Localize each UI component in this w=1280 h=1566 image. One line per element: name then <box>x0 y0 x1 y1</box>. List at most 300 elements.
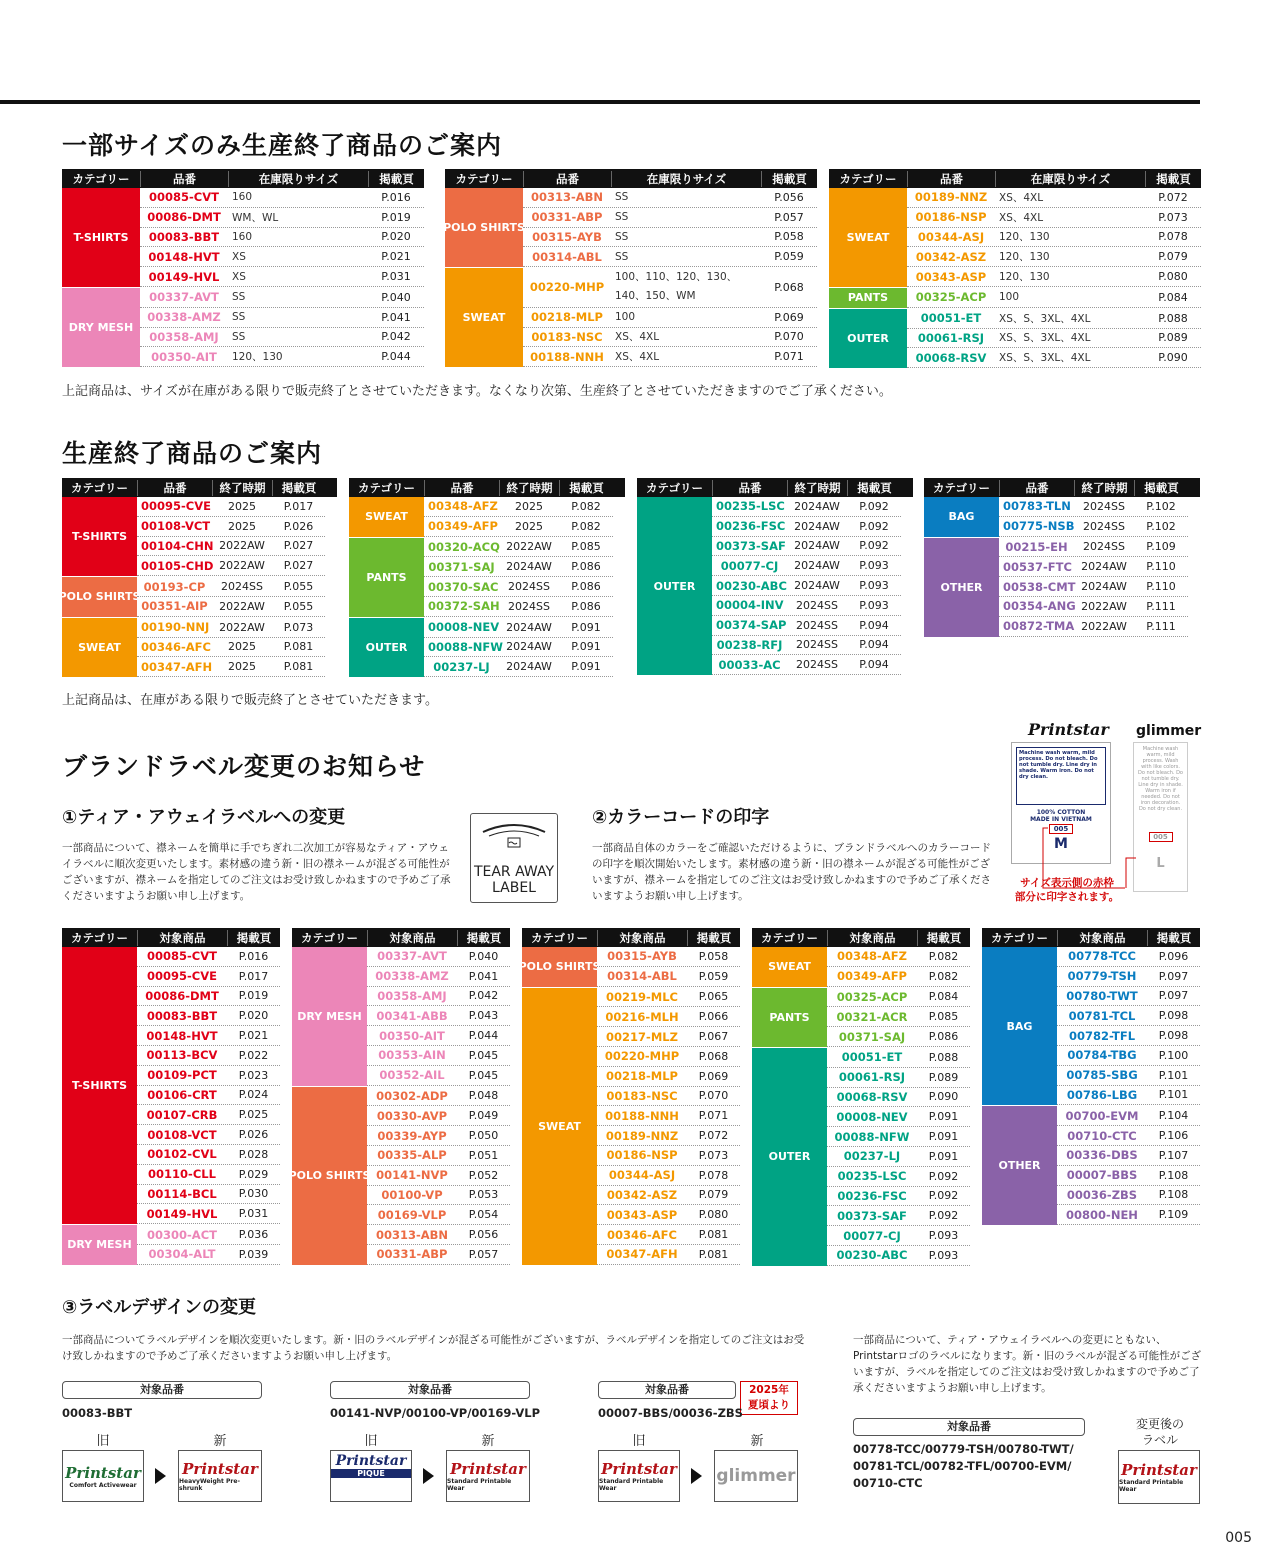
category-group <box>924 538 1200 638</box>
page-ref: P.092 <box>928 1189 959 1203</box>
arrow-icon <box>423 1468 434 1484</box>
column-header: 終了時期 <box>499 480 559 496</box>
product-code: 00373-SAF <box>837 1208 907 1223</box>
table-row <box>907 348 1201 368</box>
category-label: OTHER <box>924 538 999 637</box>
new-label-3: 新 <box>750 1434 764 1449</box>
table-row <box>999 577 1188 597</box>
end-period: 2024SS <box>1083 499 1125 513</box>
page-ref: P.091 <box>928 1130 959 1144</box>
page-ref: P.090 <box>928 1090 959 1104</box>
page-ref: P.057 <box>774 210 804 224</box>
glimmer-care-text: Machine wash warm, mild process. Wash with like colors. Do not bleach. Do not tumble dry. Line dry in shade. Warm iron if needed. Do not iron decoration. Do not dry clean. <box>1138 746 1183 812</box>
size-info: 120、130 <box>999 271 1050 284</box>
product-code: 00348-AFZ <box>837 949 907 964</box>
table-row <box>523 328 817 348</box>
table-header <box>752 928 970 947</box>
page-ref: P.030 <box>238 1187 269 1201</box>
page-ref: P.097 <box>1158 989 1189 1003</box>
product-code: 00337-AVT <box>377 949 447 964</box>
table-header <box>62 478 337 497</box>
product-code: 00085-CVT <box>149 190 219 205</box>
category-label: SWEAT <box>752 947 827 987</box>
size-info: SS <box>232 311 246 324</box>
table-row <box>1057 1066 1200 1086</box>
page-ref: P.085 <box>571 540 601 554</box>
after-logo <box>1118 1450 1200 1504</box>
page-ref: P.045 <box>468 1068 499 1082</box>
product-code: 00169-VLP <box>377 1207 447 1222</box>
printstar-logo-small: Printstar <box>1028 720 1109 739</box>
product-code: 00313-ABN <box>530 190 604 205</box>
category-group <box>982 1106 1200 1226</box>
page-ref: P.045 <box>468 1048 499 1062</box>
product-code: 00114-BCL <box>147 1186 217 1201</box>
table-row <box>367 1046 510 1066</box>
table-header <box>445 169 817 188</box>
page-ref: P.096 <box>1158 949 1189 963</box>
sub2-title: ②カラーコードの印字 <box>592 807 770 828</box>
product-code: 00186-NSP <box>915 210 987 225</box>
page-ref: P.080 <box>1158 270 1188 284</box>
table-row <box>712 636 901 656</box>
table-row <box>597 1047 740 1067</box>
table-row <box>367 1245 510 1265</box>
page-ref: P.091 <box>571 620 601 634</box>
page-ref: P.048 <box>468 1089 499 1103</box>
column-header: カテゴリー <box>932 480 991 495</box>
page-ref: P.081 <box>698 1228 729 1242</box>
table-row <box>137 1125 280 1145</box>
end-period: 2024AW <box>506 620 552 634</box>
table-row <box>597 1205 740 1225</box>
size-info: 100 <box>615 311 636 324</box>
column-header: 掲載頁 <box>368 171 424 187</box>
table-row <box>367 1006 510 1026</box>
page-ref: P.111 <box>1146 619 1176 633</box>
old-logo-3 <box>598 1450 680 1502</box>
product-code: 00346-AFC <box>607 1227 677 1242</box>
page-ref: P.086 <box>928 1030 959 1044</box>
category-label: POLO SHIRTS <box>62 577 137 617</box>
target-codes-3: 00007-BBS/00036-ZBS <box>598 1406 743 1420</box>
table-row <box>1057 1186 1200 1206</box>
section2-table-4 <box>924 478 1200 638</box>
page-ref: P.082 <box>571 519 601 533</box>
product-code: 00348-AFZ <box>428 499 498 514</box>
rows <box>1057 1106 1200 1225</box>
glimmer-logo-small: glimmer <box>1136 723 1202 739</box>
end-period: 2025 <box>515 519 543 533</box>
product-code: 00315-AYB <box>532 229 602 244</box>
end-period: 2025 <box>228 519 256 533</box>
rows <box>367 1087 510 1265</box>
size-info: XS <box>232 250 246 263</box>
end-period: 2024AW <box>794 519 840 533</box>
page-ref: P.054 <box>468 1208 499 1222</box>
table-row <box>424 597 613 617</box>
table-row <box>137 537 325 557</box>
category-group <box>349 538 625 618</box>
table-row <box>367 987 510 1007</box>
column-header: 掲載頁 <box>687 930 740 946</box>
table-row <box>140 267 424 287</box>
column-header: 掲載頁 <box>761 171 817 187</box>
size-l: L <box>1156 856 1165 871</box>
table-row <box>597 1087 740 1107</box>
new-label-2: 新 <box>481 1434 495 1449</box>
page-ref: P.019 <box>238 989 269 1003</box>
new-logo-1-tag: HeavyWeight Pre-shrunk <box>179 1478 240 1492</box>
section3-table-2 <box>288 928 510 1266</box>
table-row <box>1057 947 1200 967</box>
category-group <box>445 188 817 268</box>
table-row <box>907 247 1201 267</box>
product-code: 00325-ACP <box>836 989 908 1004</box>
table-row <box>1057 1126 1200 1146</box>
end-period: 2022AW <box>219 539 265 553</box>
table-row <box>907 329 1201 349</box>
right-codes-l1: 00778-TCC/00779-TSH/00780-TWT/ <box>853 1442 1074 1456</box>
column-header: カテゴリー <box>760 930 819 945</box>
page-ref: P.069 <box>774 310 804 324</box>
product-code: 00108-VCT <box>147 1127 217 1142</box>
product-code: 00358-AMJ <box>377 988 447 1003</box>
product-code: 00086-DMT <box>147 210 221 225</box>
tear-away-text-l1: TEAR AWAY <box>473 864 555 880</box>
column-header: 掲載頁 <box>1147 930 1200 946</box>
page-ref: P.091 <box>928 1149 959 1163</box>
category-group <box>62 618 337 678</box>
page-ref: P.071 <box>698 1109 729 1123</box>
size-info: 160 <box>232 191 253 204</box>
table-row <box>1057 1106 1200 1126</box>
page-ref: P.093 <box>859 598 889 612</box>
product-code: 00338-AMZ <box>375 969 449 984</box>
size-info: 160 <box>232 230 253 243</box>
product-code: 00354-ANG <box>1003 599 1076 614</box>
table-row <box>137 1185 280 1205</box>
page-ref: P.093 <box>859 579 889 593</box>
product-code: 00148-HVT <box>148 249 220 264</box>
product-code: 00237-LJ <box>433 659 490 674</box>
page-ref: P.092 <box>859 519 889 533</box>
category-label: PANTS <box>829 288 907 308</box>
column-header: 品番 <box>137 480 212 496</box>
table-row <box>424 557 613 577</box>
product-code: 00300-ACT <box>147 1227 217 1242</box>
product-code: 00190-NNJ <box>141 620 210 635</box>
category-group <box>349 618 625 678</box>
product-code: 00077-CJ <box>720 558 779 573</box>
cotton-text: 100% COTTON <box>1036 809 1086 816</box>
table-row <box>999 557 1188 577</box>
product-code: 00061-RSJ <box>838 1070 906 1085</box>
size-info: XS、S、3XL、4XL <box>999 332 1091 345</box>
new-logo-2 <box>446 1450 530 1502</box>
product-code: 00349-AFP <box>837 969 907 984</box>
product-code: 00235-LSC <box>716 499 785 514</box>
table-row <box>597 1186 740 1206</box>
table-row <box>140 308 424 328</box>
product-code: 00350-AIT <box>379 1028 445 1043</box>
product-code: 00051-ET <box>920 311 982 326</box>
product-code: 00236-FSC <box>716 519 786 534</box>
product-code: 00710-CTC <box>1067 1128 1137 1143</box>
table-row <box>712 556 901 576</box>
end-period: 2022AW <box>219 599 265 613</box>
label-note-l1: サイズ表示側の赤枠 <box>1020 877 1114 889</box>
product-code: 00068-RSV <box>915 350 987 365</box>
rows <box>424 497 613 537</box>
page-ref: P.098 <box>1158 1009 1189 1023</box>
product-code: 00783-TLN <box>1003 499 1071 514</box>
column-header: 対象商品 <box>827 930 917 946</box>
after-label <box>1120 1416 1200 1448</box>
category-label: PANTS <box>349 538 424 617</box>
category-label: OUTER <box>829 309 907 368</box>
table-row <box>907 228 1201 248</box>
table-row <box>367 1066 510 1086</box>
page-ref: P.089 <box>928 1070 959 1084</box>
page-ref: P.079 <box>1158 250 1188 264</box>
page-ref: P.028 <box>238 1147 269 1161</box>
category-label: OTHER <box>982 1106 1057 1225</box>
product-code: 00325-ACP <box>915 290 987 305</box>
page-ref: P.086 <box>571 580 601 594</box>
category-group <box>924 497 1200 538</box>
category-label: SWEAT <box>829 188 907 287</box>
end-period: 2022AW <box>1081 599 1127 613</box>
table-row <box>827 1167 970 1187</box>
table-row <box>999 497 1188 517</box>
table-header <box>62 928 280 947</box>
table-row <box>140 328 424 348</box>
column-header: カテゴリー <box>990 930 1049 945</box>
category-label: POLO SHIRTS <box>292 1087 367 1265</box>
column-header: カテゴリー <box>70 930 129 945</box>
page-ref: P.093 <box>928 1229 959 1243</box>
rows <box>597 947 740 987</box>
new-logo-2-script: Printstar <box>450 1460 526 1478</box>
table-row <box>999 617 1188 637</box>
table-row <box>827 1187 970 1207</box>
category-group <box>752 1048 970 1267</box>
category-label: SWEAT <box>522 988 597 1265</box>
table-row <box>999 597 1188 617</box>
table-row <box>137 1066 280 1086</box>
rows <box>907 188 1201 287</box>
category-group <box>349 497 625 538</box>
page-ref: P.093 <box>859 559 889 573</box>
section3-table-5 <box>982 928 1200 1226</box>
table-row <box>137 597 325 617</box>
table-row <box>424 638 613 658</box>
product-code: 00189-NNZ <box>605 1128 679 1143</box>
end-period: 2022AW <box>1081 619 1127 633</box>
page-ref: P.098 <box>1158 1029 1189 1043</box>
product-code: 00370-SAC <box>428 579 499 594</box>
table-row <box>140 228 424 248</box>
table-row <box>712 537 901 557</box>
section3-table-4 <box>752 928 970 1267</box>
rows <box>424 618 613 677</box>
page-ref: P.044 <box>381 350 411 364</box>
product-code: 00302-ADP <box>376 1088 448 1103</box>
category-group <box>829 188 1201 288</box>
table-row <box>523 208 817 228</box>
rows <box>140 288 424 367</box>
page-ref: P.073 <box>283 620 314 634</box>
product-code: 00033-AC <box>718 657 781 672</box>
table-row <box>712 655 901 675</box>
category-label: PANTS <box>752 988 827 1047</box>
rows <box>827 988 970 1047</box>
product-code: 00086-DMT <box>145 988 219 1003</box>
page-ref: P.051 <box>468 1148 499 1162</box>
category-label: BAG <box>982 947 1057 1105</box>
page-ref: P.080 <box>698 1208 729 1222</box>
table-row <box>137 577 325 597</box>
rows <box>827 947 970 987</box>
page-ref: P.027 <box>283 539 314 553</box>
product-code: 00236-FSC <box>837 1188 907 1203</box>
table-row <box>1057 1046 1200 1066</box>
page-ref: P.109 <box>1146 540 1176 554</box>
table-row <box>1057 1026 1200 1046</box>
category-label: SWEAT <box>349 497 424 537</box>
page-ref: P.078 <box>698 1168 729 1182</box>
table-row <box>597 1027 740 1047</box>
product-code: 00189-NNZ <box>914 190 988 205</box>
end-period: 2024AW <box>794 539 840 553</box>
table-header <box>522 928 740 947</box>
size-info: XS、S、3XL、4XL <box>999 312 1091 325</box>
product-code: 00358-AMJ <box>149 329 219 344</box>
table-row <box>523 347 817 367</box>
rows <box>137 618 325 677</box>
table-row <box>597 1225 740 1245</box>
table-row <box>712 576 901 596</box>
page-ref: P.057 <box>468 1247 499 1261</box>
page-ref: P.079 <box>698 1188 729 1202</box>
size-info: XS、S、3XL、4XL <box>999 352 1091 365</box>
product-code: 00217-MLZ <box>606 1029 678 1044</box>
page-ref: P.088 <box>928 1050 959 1064</box>
rows <box>597 988 740 1265</box>
column-header: 掲載頁 <box>1145 171 1201 187</box>
page-ref: P.026 <box>238 1128 269 1142</box>
table-row <box>827 1226 970 1246</box>
page-ref: P.026 <box>283 519 314 533</box>
page-ref: P.111 <box>1146 599 1176 613</box>
table-row <box>137 1046 280 1066</box>
table-row <box>367 1166 510 1186</box>
table-row <box>137 1245 280 1265</box>
page-ref: P.070 <box>774 330 804 344</box>
old-logo-1-script: Printstar <box>65 1463 141 1482</box>
table-row <box>1057 987 1200 1007</box>
rows <box>424 538 613 617</box>
column-header: カテゴリー <box>357 480 416 495</box>
rows <box>999 497 1188 537</box>
product-code: 00068-RSV <box>836 1089 908 1104</box>
arrow-icon <box>155 1468 166 1484</box>
size-info: 100、110、120、130、140、150、WM <box>615 271 738 303</box>
column-header: 品番 <box>424 480 499 496</box>
page-ref: P.055 <box>283 599 314 613</box>
page-ref: P.091 <box>928 1110 959 1124</box>
table-row <box>523 228 817 248</box>
table-row <box>424 577 613 597</box>
table-row <box>137 1086 280 1106</box>
end-period: 2025 <box>228 640 256 654</box>
product-code: 00337-AVT <box>149 290 219 305</box>
page-ref: P.017 <box>283 499 314 513</box>
product-code: 00193-CP <box>143 579 206 594</box>
table-row <box>907 267 1201 287</box>
end-period: 2025 <box>228 499 256 513</box>
old-label-1: 旧 <box>96 1434 110 1449</box>
table-row <box>523 268 817 308</box>
product-code: 00183-NSC <box>531 329 603 344</box>
page-ref: P.084 <box>928 990 959 1004</box>
size-info: SS <box>615 191 629 204</box>
column-header: 品番 <box>523 171 611 187</box>
table-header <box>924 478 1200 497</box>
rows <box>140 188 424 287</box>
product-code: 00106-CRT <box>147 1087 217 1102</box>
product-code: 00782-TFL <box>1068 1028 1136 1043</box>
page-ref: P.016 <box>381 190 411 204</box>
product-code: 00343-ASP <box>606 1207 678 1222</box>
section3-table-1 <box>62 928 280 1266</box>
table-header <box>62 169 424 188</box>
column-header: 掲載頁 <box>1134 480 1188 496</box>
product-code: 00775-NSB <box>1003 519 1075 534</box>
sub2-text: 一部商品自体のカラーをご確認いただけるように、ブランドラベルへのカラーコードの印字を順次開始いたします。素材感の違う新・旧の襟ネームが混ざる可能性がございますが、襟ネームを指定してのご注文はお受け致しかねますので予めご了承くださいますようお願い申し上げます。 <box>592 842 991 902</box>
page-ref: P.101 <box>1158 1068 1189 1082</box>
product-code: 00778-TCC <box>1068 949 1136 964</box>
rows <box>523 188 817 267</box>
table-row <box>827 1068 970 1088</box>
product-code: 00335-ALP <box>377 1148 447 1163</box>
category-label: OUTER <box>637 497 712 675</box>
product-code: 00537-FTC <box>1003 559 1072 574</box>
category-group <box>62 1225 280 1266</box>
table-row <box>137 947 280 967</box>
table-row <box>137 1105 280 1125</box>
right-codes <box>853 1441 1074 1492</box>
product-code: 00085-CVT <box>147 949 217 964</box>
product-code: 00183-NSC <box>606 1088 678 1103</box>
product-code: 00110-CLL <box>148 1167 216 1182</box>
table-row <box>137 967 280 987</box>
page-ref: P.016 <box>238 949 269 963</box>
old-label-2: 旧 <box>364 1434 378 1449</box>
page-ref: P.067 <box>698 1030 729 1044</box>
page-ref: P.082 <box>928 969 959 983</box>
column-header: カテゴリー <box>645 480 704 495</box>
product-code: 00781-TCL <box>1068 1008 1136 1023</box>
page-ref: P.081 <box>283 660 314 674</box>
page-ref: P.036 <box>238 1228 269 1242</box>
page-ref: P.078 <box>1158 230 1188 244</box>
category-label: OUTER <box>752 1048 827 1266</box>
category-label: T-SHIRTS <box>62 188 140 287</box>
rows <box>137 947 280 1224</box>
page-ref: P.017 <box>238 969 269 983</box>
